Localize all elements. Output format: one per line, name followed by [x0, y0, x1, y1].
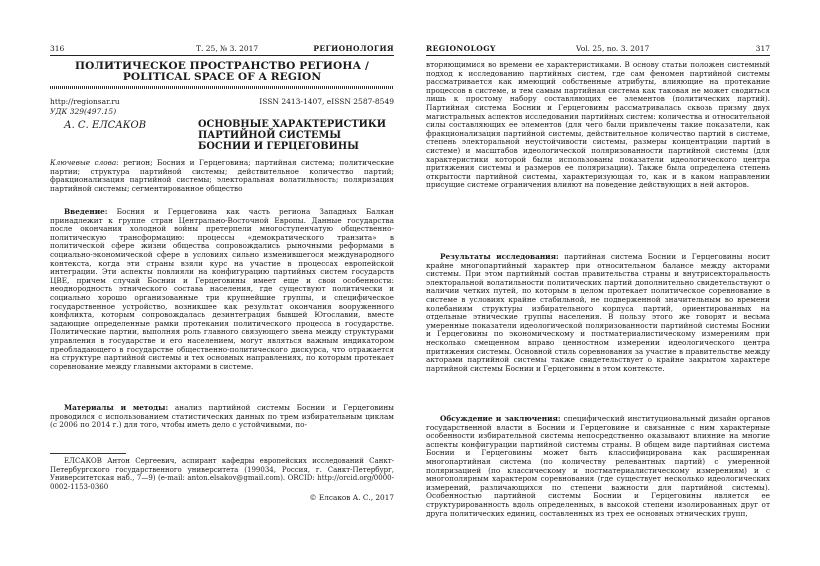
journal-meta-row — [50, 97, 394, 106]
abstract-results — [426, 253, 770, 373]
abstract-methods — [50, 404, 394, 430]
header-rule-right — [426, 55, 770, 56]
journal-name-left: РЕГИОНОЛОГИЯ — [313, 44, 394, 53]
issn: ISSN 2413-1407, eISSN 2587-8549 — [259, 97, 394, 106]
discussion-text: специфический институциональный дизайн органов государственной власти в Боснии и Герцеговине и связанные с ним характерные особенности избирательной системы непосредственно оказывают влияние на многие аспекты конфигурации партийной системы страны. В общем виде партийная система Боснии и Герцеговины может быть классифицирована как расширенная многопартийная система (по количеству релевантных партий) с умеренной поляризацией (по классическому и постматериалистическому измерениям) и с многополярным характером соревнования (где существует несколько идеологических измерений, различающихся по степени важности для партийной системы). Особенностью партийной системы Боснии и Герцеговины является ее структурированность вдоль определенных, в высокой степени изолированных друг от друга политических единиц, составленных из трех ее основных этнических групп, — [426, 414, 770, 518]
article-title-line: ПАРТИЙНОЙ СИСТЕМЫ — [198, 130, 342, 141]
abstract-introduction — [50, 208, 394, 371]
footnote-rule — [50, 453, 126, 454]
methods-label: Материалы и методы: — [64, 403, 169, 412]
section-divider — [50, 86, 394, 89]
discussion-label: Обсуждение и заключения: — [440, 414, 561, 423]
keywords-text: регион; Босния и Герцеговина; партийная система; политические партии; структура партийной системы; действительное количество партий; фракционализация партийной системы; электоральная волатильность; поляризация партийной системы; сегментированное общество — [50, 158, 394, 193]
article-title-line: БОСНИИ И ГЕРЦЕГОВИНЫ — [198, 141, 359, 152]
page-number-left: 316 — [50, 44, 65, 53]
right-page — [426, 0, 770, 566]
abstract-discussion — [426, 415, 770, 518]
udc-code: УДК 329(497.15) — [50, 107, 117, 116]
results-label: Результаты исследования: — [440, 252, 559, 261]
section-title — [50, 61, 394, 83]
methods-text: анализ партийной системы Боснии и Герцеговины проводился с использованием статистических данных по трем избирательным циклам (с 2006 по 2014 г.) для того, чтобы иметь дело с устойчивыми, по- — [50, 403, 394, 430]
author-name: А. С. ЕЛСАКОВ — [64, 120, 147, 131]
volume-info-left: Т. 25, № 3. 2017 — [196, 44, 259, 53]
article-title — [198, 119, 398, 152]
keywords — [50, 159, 394, 193]
introduction-label: Введение: — [64, 207, 108, 216]
section-title-en: POLITICAL SPACE OF A REGION — [122, 71, 322, 83]
author-footnote: ЕЛСАКОВ Антон Сергеевич, аспирант кафедры европейских исследований Санкт-Петербургского государственного университета (199034, Россия, г. Санкт-Петербург, Университетская наб., 7—9) (e-mail: anton.elsakov@gmail.com). ORCID: http://orcid.org/0000-0002-1153-0360 — [50, 457, 394, 491]
section-title-ru: ПОЛИТИЧЕСКОЕ ПРОСТРАНСТВО РЕГИОНА / — [75, 60, 369, 72]
journal-name-right: REGIONOLOGY — [426, 44, 496, 53]
results-text: партийная система Боснии и Герцеговины носит крайне многопартийный характер при относительном балансе между акторами системы. При этом партийный состав правительства страны и внутрисекторальность электоральной волатильности политических партий дополнительно свидетельствуют о наличии четких путей, по которым в целом протекает политическое соревнование в системе в условиях крайне стабильной, не подверженной значительным во времени колебаниям структуры избирательного корпуса партий, ориентированных на отдельные этнические группы населения. В пользу этого же говорят и весьма умеренные показатели идеологической поляризованности партийной системы Боснии и Герцеговины по экономическому и постматериалистическому измерениям при несколько смещенном вправо ценностном измерении идеологического центра притяжения системы. Основной стиль соревнования за участие в правительстве между акторами партийной системы также свидетельствует о крайне закрытом характере партийной системы Боснии и Герцеговины в этом контексте. — [426, 252, 770, 373]
journal-url[interactable]: http://regionsar.ru — [50, 97, 120, 106]
article-title-line: ОСНОВНЫЕ ХАРАКТЕРИСТИКИ — [198, 119, 387, 130]
keywords-label: Ключевые слова: — [50, 158, 119, 167]
volume-info-right: Vol. 25, no. 3. 2017 — [576, 44, 650, 53]
introduction-text: Босния и Герцеговина как часть региона Западных Балкан принадлежит к группе стран Центрально-Восточной Европы. Данные государства после окончания холодной войны претерпели многоступенчатую общественно-политическую трансформацию: процессы «демократического транзита» в политической сфере жизни общества сопровождались рыночными реформами в социально-экономической сфере в условиях сильно изменившегося международного контекста, когда эти страны взяли курс на участие в процессах европейской интеграции. Эти аспекты повлияли на конфигурацию партийных систем государств ЦВЕ, причем случай Боснии и Герцеговины имеет еще и свои особенности: неоднородность этнического состава населения, где существуют политически и социально хорошо организованные три крупнейшие группы, и специфическое государственное устройство, возникшее как результат окончания вооруженного конфликта, которым сопровождалась дезинтеграция бывшей Югославии, вместе задающие определенные рамки протекания политического процесса в государстве. Политические партии, выполняя роль главного связующего звена между структурами управления в государстве и его населением, могут являться важным индикатором преобладающего в государстве общественно-политического дискурса, что отражается на структуре партийной системы и тех основных направлениях, по которым протекает соревнование между главными акторами в системе. — [50, 207, 394, 371]
copyright: © Елсаков А. С., 2017 — [309, 493, 394, 502]
header-rule-left — [50, 55, 394, 56]
left-page — [50, 0, 394, 566]
page-number-right: 317 — [755, 44, 770, 53]
abstract-methods-continued: вторяющимися во времени ее характеристиками. В основу статьи положен системный подход к исследованию партийных систем, где сам феномен партийной системы рассматривается как имеющий собственные атрибуты, влияющие на протекание процессов в системе, и тем самым партийная система как таковая не может сводиться лишь к простому набору составляющих ее элементов (политических партий). Партийная система Боснии и Герцеговины рассматривалась сквозь призму двух магистральных аспектов исследования партийных систем: количества и относительной силы составляющих ее элементов (для чего были привлечены такие показатели, как фракционализация партийной системы, действительное количество партий в системе, степень электоральной неустойчивости системы, размеры концентрации партий в системе) и масштабов идеологической поляризованности партийной системы (для характеристики которой были использованы показатели идеологического центра притяжения системы и размеров ее поляризации). Также была определена степень открытости партийной системы, характеризующая то, как и в каком направлении присущие системе ограничения влияют на поведение действующих в ней акторов. — [426, 60, 770, 190]
